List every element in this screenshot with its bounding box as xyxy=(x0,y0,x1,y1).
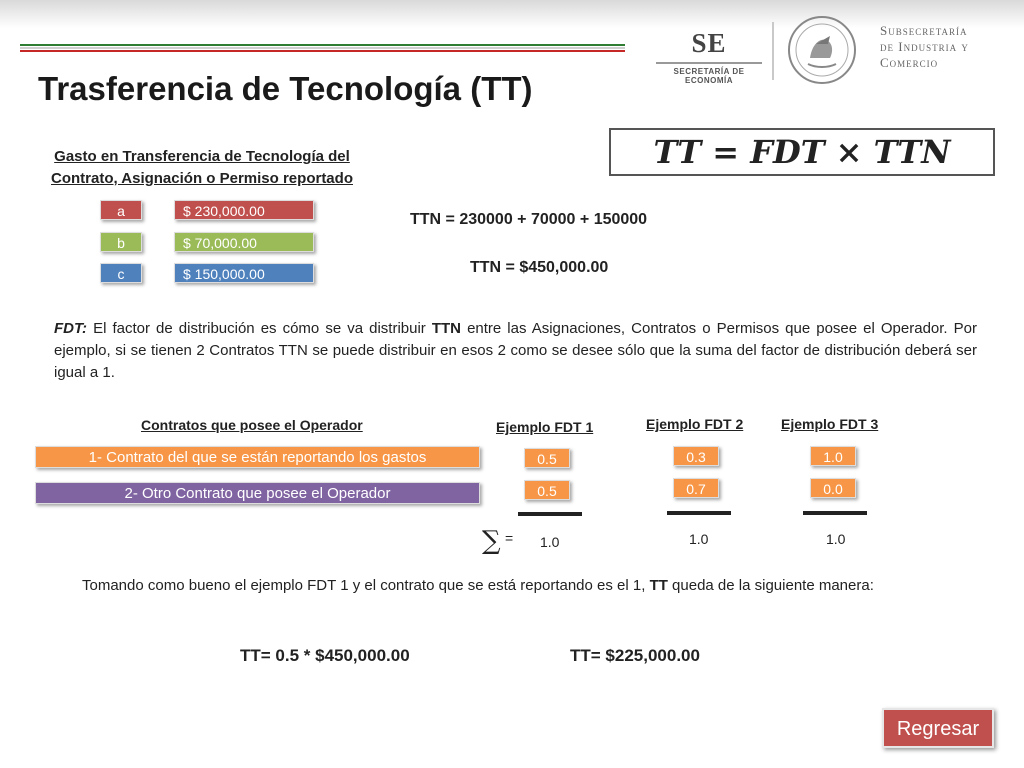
example-1-title: Ejemplo FDT 1 xyxy=(496,419,594,435)
gasto-letter-b: b xyxy=(100,232,142,252)
example-2-sum-bar xyxy=(667,511,731,515)
ttn-total-line: TTN = $450,000.00 xyxy=(470,259,609,276)
gasto-value-a: $ 230,000.00 xyxy=(174,200,314,220)
fdt-text-2: entre las Asignaciones, Contratos o Permisos que posee el Operador. Por ejemplo, si se tienen 2 Contratos TTN se puede distribuir en esos 2 como se desee sólo que la suma del factor de distribución deberá ser igual a 1. xyxy=(54,320,977,381)
example-1-sum-bar xyxy=(518,512,582,516)
subsecretaria-line-1: Subsecretaría xyxy=(880,23,968,38)
header-divider xyxy=(772,22,774,80)
example-3-sum-bar xyxy=(803,511,867,515)
conclusion-text xyxy=(82,575,988,597)
sum-equals: = xyxy=(505,530,514,546)
formula-box: 𝑻𝑻 = 𝑭𝑫𝑻 × 𝑻𝑻𝑵 xyxy=(609,128,995,176)
example-2-value-2: 0.7 xyxy=(673,478,719,498)
example-3-total: 1.0 xyxy=(826,531,846,547)
contracts-header: Contratos que posee el Operador xyxy=(141,417,363,433)
result-value: TT= $225,000.00 xyxy=(570,646,700,665)
se-logo-subtitle: SECRETARÍA DE ECONOMÍA xyxy=(673,67,745,85)
fdt-ttn-word: TTN xyxy=(431,320,462,337)
se-logo xyxy=(650,28,768,85)
header-stripe-green xyxy=(20,44,625,46)
fdt-label: FDT: xyxy=(54,320,88,337)
result-formula: TT= 0.5 * $450,000.00 xyxy=(240,646,410,665)
ttn-sum-line: TTN = 230000 + 70000 + 150000 xyxy=(410,211,648,228)
example-1-value-1: 0.5 xyxy=(524,448,570,468)
gasto-value-b: $ 70,000.00 xyxy=(174,232,314,252)
gasto-letter-c: c xyxy=(100,263,142,283)
example-1-total: 1.0 xyxy=(540,534,560,550)
example-2-total: 1.0 xyxy=(689,531,709,547)
header-stripe-red xyxy=(20,50,625,52)
gasto-title-line-1: Gasto en Transferencia de Tecnología del xyxy=(54,148,350,165)
regresar-button[interactable]: Regresar xyxy=(882,708,994,748)
example-3-title: Ejemplo FDT 3 xyxy=(781,416,879,432)
fdt-definition xyxy=(54,318,977,384)
conclusion-tt-word: TT xyxy=(649,577,668,594)
gasto-value-c: $ 150,000.00 xyxy=(174,263,314,283)
gasto-title-line-2: Contrato, Asignación o Permiso reportado xyxy=(51,170,353,187)
conclusion-text-1: Tomando como bueno el ejemplo FDT 1 y el contrato que se está reportando es el 1, xyxy=(82,577,650,594)
subsecretaria-line-2: de Industria y xyxy=(880,39,969,54)
header-stripe-white xyxy=(20,47,625,49)
subsecretaria-line-3: Comercio xyxy=(880,55,939,70)
gasto-letter-a: a xyxy=(100,200,142,220)
se-logo-divider xyxy=(656,62,762,64)
example-3-value-2: 0.0 xyxy=(810,478,856,498)
fdt-text-1: El factor de distribución es cómo se va distribuir xyxy=(87,320,432,337)
sum-icon: ∑ xyxy=(482,526,501,556)
page-title: Trasferencia de Tecnología (TT) xyxy=(38,70,533,107)
se-logo-text: SE xyxy=(691,28,727,58)
mexico-seal-icon xyxy=(786,14,858,86)
header-gradient xyxy=(0,0,1024,28)
subsecretaria-label xyxy=(880,23,969,71)
example-3-value-1: 1.0 xyxy=(810,446,856,466)
contract-item-2: 2- Otro Contrato que posee el Operador xyxy=(35,482,480,504)
gasto-title xyxy=(20,146,384,190)
conclusion-text-2: queda de la siguiente manera: xyxy=(667,577,874,594)
example-2-title: Ejemplo FDT 2 xyxy=(646,416,744,432)
example-2-value-1: 0.3 xyxy=(673,446,719,466)
contract-item-1: 1- Contrato del que se están reportando los gastos xyxy=(35,446,480,468)
example-1-value-2: 0.5 xyxy=(524,480,570,500)
